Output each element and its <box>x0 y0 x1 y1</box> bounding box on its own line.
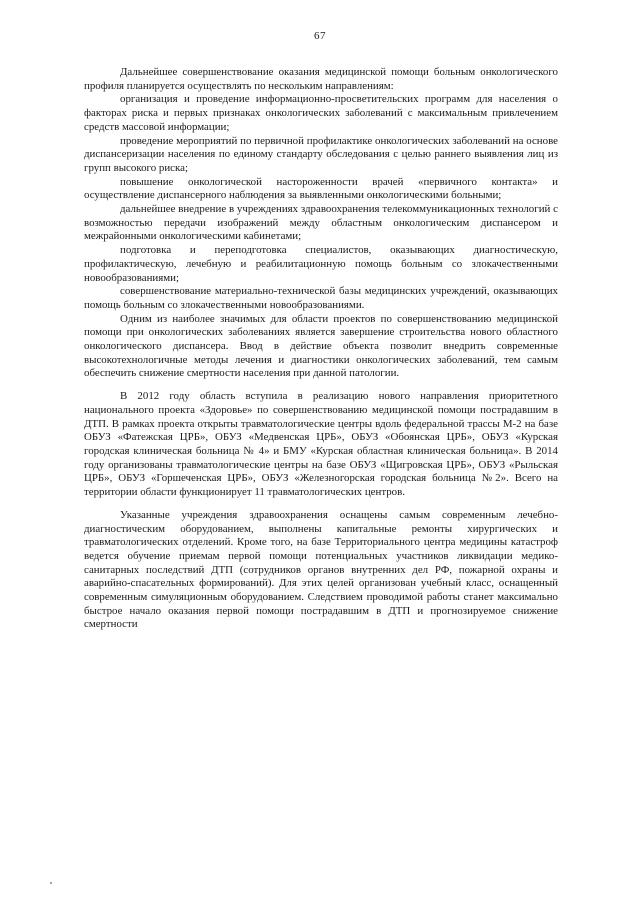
equipment-training-paragraph: Указанные учреждения здравоохранения оснащены самым современным лечебно-диагностическим оборудованием, выполнены капитальные ремонты хирургических и травматологических отделений. Кроме того, на базе Территориального центра медицины катастроф ведется обучение приемам первой помощи потенциальных участников ликвидации медико-санитарных последствий ДТП (сотрудников органов внутренних дел РФ, пожарной охраны и аварийно-спасательных формирований). Для этих целей организован учебный класс, оснащенный современным симуляционным оборудованием. Следствием проводимой работы станет максимально быстрое начало оказания первой помощи пострадавшим в ДТП и прогнозируемое снижение смертности <box>84 508 558 631</box>
list-item-material-base: совершенствование материально-технической базы медицинских учреждений, оказывающих помощь больным со злокачественными новообразованиями. <box>84 285 558 311</box>
list-item-oncological-alertness: повышение онкологической настороженности врачей «первичного контакта» и осуществление диспансерного наблюдения за выявленными онкологическими больными; <box>84 175 558 202</box>
dispensary-project-paragraph: Одним из наиболее значимых для области проектов по совершенствованию медицинской помощи при онкологических заболеваниях является завершение строительства нового областного онкологического диспансера. Ввод в действие объекта позволит внедрить современные высокотехнологичные методы лечения и диагностики онкологических заболеваний, тем самым обеспечить снижение смертности населения при данной патологии. <box>84 312 558 380</box>
page-number: 67 <box>314 30 326 42</box>
list-item-primary-prevention: проведение мероприятий по первичной профилактике онкологических заболеваний на основе диспансеризации населения по единому стандарту обследования с целью раннего выявления лиц из групп высокого риска; <box>84 134 558 174</box>
scan-speck <box>50 882 52 884</box>
trauma-centers-paragraph: В 2012 году область вступила в реализацию нового направления приоритетного национального проекта «Здоровье» по совершенствованию медицинской помощи пострадавшим в ДТП. В рамках проекта открыты травматологические центры вдоль федеральной трассы М-2 на базе ОБУЗ «Фатежская ЦРБ», ОБУЗ «Медвенская ЦРБ», ОБУЗ «Обоянская ЦРБ», ОБУЗ «Курская городская клиническая больница № 4» и БМУ «Курская областная клиническая больница». В 2014 году организованы травматологические центры на базе ОБУЗ «Щигровская ЦРБ», ОБУЗ «Рыльская ЦРБ», ОБУЗ «Горшеченская ЦРБ», ОБУЗ «Железногорская городская больница №2». Всего на территории области функционирует 11 травматологических центров. <box>84 390 558 499</box>
list-item-information-programs: организация и проведение информационно-просветительских программ для населения о факторах риска и первых признаках онкологических заболеваний с максимальным привлечением средств массовой информации; <box>84 93 558 133</box>
document-body <box>84 66 558 632</box>
list-item-training: подготовка и переподготовка специалистов, оказывающих диагностическую, профилактическую, лечебную и реабилитационную помощь больным со злокачественными новообразованиями; <box>84 244 558 284</box>
list-item-telecommunication: дальнейшее внедрение в учреждениях здравоохранения телекоммуникационных технологий с возможностью передачи изображений между областным онкологическим диспансером и межрайонными онкологическими кабинетами; <box>84 203 558 243</box>
intro-paragraph: Дальнейшее совершенствование оказания медицинской помощи больным онкологического профиля планируется осуществлять по нескольким направлениям: <box>84 66 558 92</box>
